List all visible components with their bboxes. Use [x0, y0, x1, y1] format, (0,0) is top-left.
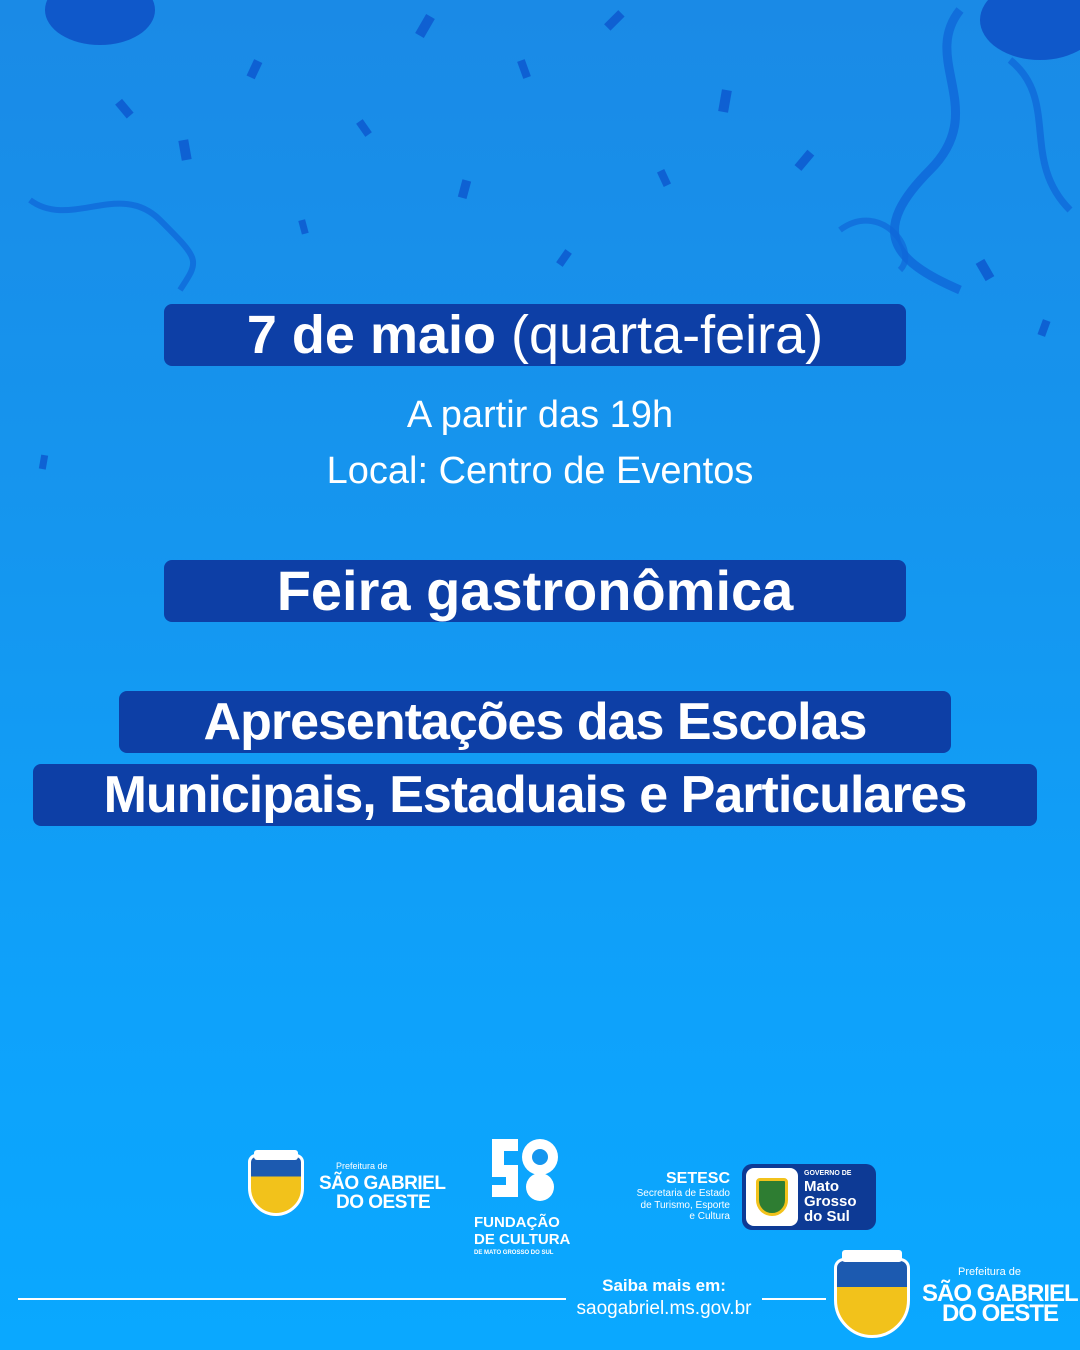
fundacao-mark-icon [488, 1135, 564, 1207]
setesc-line2: de Turismo, Esporte [640, 1199, 730, 1211]
more-info-label: Saiba mais em: [602, 1276, 726, 1295]
setesc-line1: Secretaria de Estado [636, 1188, 730, 1200]
sg-logo-line2: DO OESTE [336, 1192, 431, 1213]
ms-line2: Grosso [804, 1193, 857, 1210]
more-info [566, 1276, 762, 1320]
sg-logo-line1: SÃO GABRIEL [319, 1173, 446, 1194]
event-location: Local: Centro de Eventos [326, 450, 754, 492]
crest-crown-icon [254, 1150, 298, 1160]
main-logo-prefix: Prefeitura de [958, 1266, 1021, 1278]
setesc-line3: e Cultura [689, 1211, 730, 1223]
setesc-title: SETESC [665, 1170, 730, 1187]
main-crest-crown-icon [842, 1250, 902, 1262]
ms-line0: GOVERNO DE [804, 1170, 852, 1177]
fundacao-line1: FUNDAÇÃO [474, 1214, 560, 1231]
feature-banner-schools-line1: Apresentações das Escolas [119, 691, 951, 753]
divider-right [762, 1298, 826, 1300]
date-bold: 7 de maio [246, 305, 496, 365]
feature-banner-food: Feira gastronômica [164, 560, 906, 622]
fundacao-line2: DE CULTURA [474, 1231, 571, 1248]
date-banner [164, 304, 906, 366]
main-logo-line2: DO OESTE [942, 1300, 1059, 1327]
weekday: (quarta-feira) [511, 305, 824, 365]
main-logo-line1: SÃO GABRIEL [922, 1280, 1078, 1307]
ms-line3: do Sul [804, 1208, 850, 1225]
fundacao-line3: DE MATO GROSSO DO SUL [474, 1250, 554, 1256]
ms-line1: Mato [804, 1178, 839, 1195]
governo-ms-logo [742, 1164, 876, 1230]
ms-crest-icon [746, 1168, 798, 1226]
feature-banner-schools-line2: Municipais, Estaduais e Particulares [33, 764, 1037, 826]
divider-left [18, 1298, 566, 1300]
confetti-decoration [0, 0, 1080, 520]
sg-logo-prefix: Prefeitura de [336, 1161, 388, 1171]
city-crest-icon [248, 1154, 304, 1216]
start-time: A partir das 19h [406, 394, 674, 436]
website-link[interactable]: saogabriel.ms.gov.br [576, 1298, 752, 1319]
main-crest-icon [834, 1258, 910, 1338]
